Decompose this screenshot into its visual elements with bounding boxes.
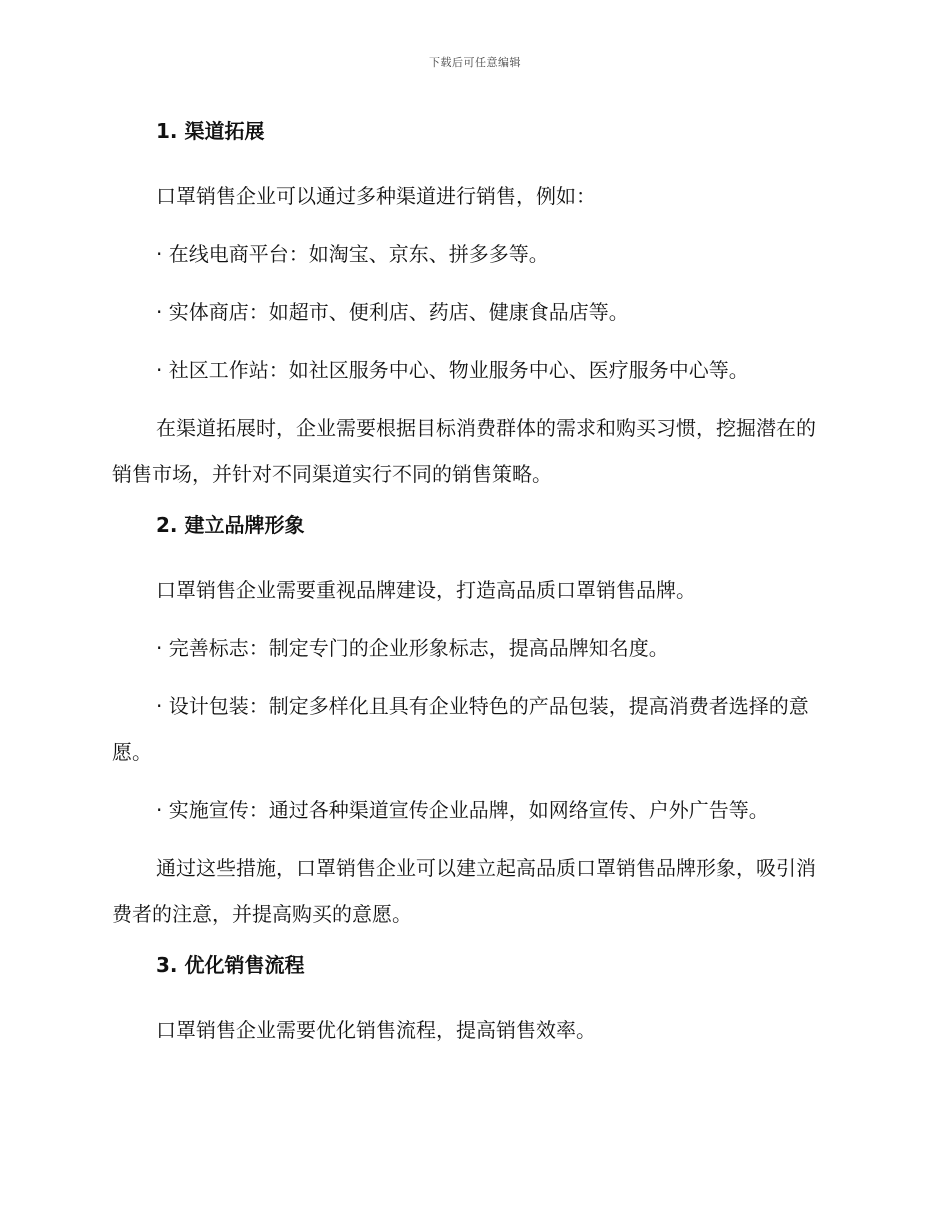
paragraph: 在渠道拓展时，企业需要根据目标消费群体的需求和购买习惯，挖掘潜在的销售市场，并针对不同渠道实行不同的销售策略。 [112,416,816,486]
section-sales-process [112,949,832,1053]
section-heading: 3. 优化销售流程 [156,953,305,977]
list-item: · 设计包装：制定多样化且具有企业特色的产品包装，提高消费者选择的意愿。 [112,694,809,764]
page-header: 下载后可任意编辑 [429,56,521,69]
section-heading: 2. 建立品牌形象 [156,513,305,537]
paragraph: 口罩销售企业需要优化销售流程，提高销售效率。 [156,1018,596,1042]
list-item: · 社区工作站：如社区服务中心、物业服务中心、医疗服务中心等。 [156,358,749,382]
document-body [112,112,832,1065]
paragraph: 口罩销售企业需要重视品牌建设，打造高品质口罩销售品牌。 [156,578,696,602]
section-brand-image [112,509,832,937]
section-channel-expansion [112,115,832,497]
paragraph: 通过这些措施，口罩销售企业可以建立起高品质口罩销售品牌形象，吸引消费者的注意，并提高购买的意愿。 [112,856,816,926]
list-item: · 在线电商平台：如淘宝、京东、拼多多等。 [156,242,549,266]
section-heading: 1. 渠道拓展 [156,119,265,143]
list-item: · 完善标志：制定专门的企业形象标志，提高品牌知名度。 [156,636,669,660]
list-item: · 实体商店：如超市、便利店、药店、健康食品店等。 [156,300,629,324]
list-item: · 实施宣传：通过各种渠道宣传企业品牌，如网络宣传、户外广告等。 [156,798,769,822]
paragraph: 口罩销售企业可以通过多种渠道进行销售，例如： [156,184,596,208]
